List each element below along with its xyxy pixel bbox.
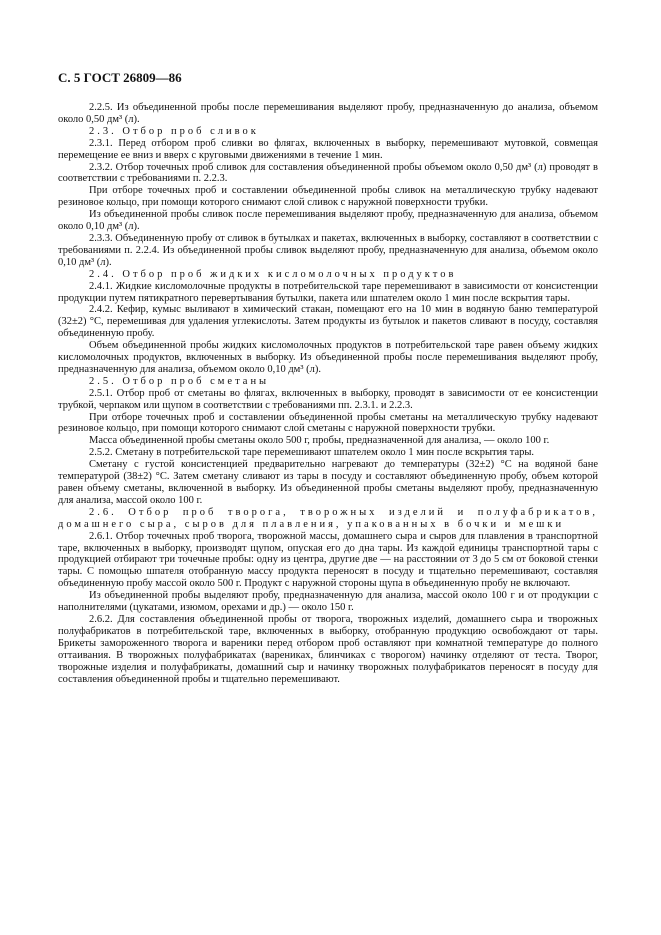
paragraph: 2.4.2. Кефир, кумыс выливают в химический стакан, помещают его на 10 мин в водяную баню температурой (32±2) °С, перемешивая для удаления углекислоты. Затем продукты из бутылок и пакетов сливают в посуду, составляя объединенную пробу. (58, 304, 598, 340)
paragraph: Объем объединенной пробы жидких кисломолочных продуктов в потребительской таре равен объему жидких кисломолочных продуктов, включенных в выборку. Из объединенной пробы после перемешивания выделяют пробу, предназначенную для анализа, объемом около 0,10 дм³ (л). (58, 340, 598, 375)
section-heading: 2.3. Отбор проб сливок (89, 125, 259, 137)
paragraph: 2.5.1. Отбор проб от сметаны во флягах, включенных в выборку, проводят в зависимости от ее консистенции трубкой, черпаком или щупом в соответствии с требованиями пп. 2.3.1. и 2.2.3. (58, 387, 598, 411)
paragraph: 2.3.2. Отбор точечных проб сливок для составления объединенной пробы объемом около 0,50 дм³ (л) проводят в соответствии с требованиями п. 2.2.3. (58, 161, 598, 185)
page-header: С. 5 ГОСТ 26809—86 (58, 70, 182, 85)
paragraph: 2.3.3. Объединенную пробу от сливок в бутылках и пакетах, включенных в выборку, составляют в соответствии с требованиями п. 2.2.4. Из объединенной пробы сливок выделяют пробу, предназначенную для анализа, объемом около 0,10 дм³ (л). (58, 232, 598, 268)
paragraph: При отборе точечных проб и составлении объединенной пробы сливок на металлическую трубку надевают резиновое кольцо, при помощи которого снимают слой сливок с наружной поверхности трубки. (58, 185, 598, 209)
section-heading: 2.6. Отбор проб творога, творожных изделий и полуфабрикатов, домашнего сыра, сыров для плавления, упакованных в бочки и мешки (58, 506, 598, 530)
paragraph: Из объединенной пробы выделяют пробу, предназначенную для анализа, массой около 100 г и от продукции с наполнителями (цукатами, изюмом, орехами и др.) — около 150 г. (58, 590, 598, 614)
paragraph: 2.2.5. Из объединенной пробы после перемешивания выделяют пробу, предназначенную до анализа, объемом около 0,50 дм³ (л). (58, 102, 598, 125)
paragraph: 2.3.1. Перед отбором проб сливки во флягах, включенных в выборку, перемешивают мутовкой, совмещая перемещение ее вниз и вверх с круговыми движениями в течение 1 мин. (58, 137, 598, 161)
paragraph: Сметану с густой консистенцией предварительно нагревают до температуры (32±2) °С на водяной бане температурой (38±2) °С. Затем сметану сливают из тары в посуду и составляют объединенную пробу, объем которой равен объему сметаны, включенной в выборку. Из объединенной пробы сметаны выделяют пробу, предназначенную для анализа, массой около 100 г. (58, 459, 598, 506)
paragraph: При отборе точечных проб и составлении объединенной пробы сметаны на металлическую трубку надевают резиновое кольцо, при помощи которого снимают слой сметаны с наружной поверхности трубки. (58, 411, 598, 435)
paragraph: 2.5.2. Сметану в потребительской таре перемешивают шпателем около 1 мин после вскрытия тары. (89, 447, 535, 459)
paragraph: 2.6.1. Отбор точечных проб творога, творожной массы, домашнего сыра и сыров для плавления в транспортной таре, включенных в выборку, производят щупом, опуская его до дна тары. Из каждой единицы транспортной тары с продукцией отбирают три точечные пробы: одну из центра, другие две — на расстоянии от 3 до 5 см от боковой стенки тары. С помощью шпателя отобранную массу продукта переносят в посуду и тщательно перемешивают, составляя объединенную пробу массой около 500 г. Продукт с наружной стороны щупа в объединенную пробу не включают. (58, 530, 598, 590)
section-heading: 2.5. Отбор проб сметаны (89, 375, 270, 387)
paragraph: 2.4.1. Жидкие кисломолочные продукты в потребительской таре перемешивают в зависимости от консистенции продукции путем пятикратного перевертывания бутылки, пакета или шпателем около 1 мин после вскрытия тары. (58, 280, 598, 304)
section-heading: 2.4. Отбор проб жидких кисломолочных продуктов (89, 268, 457, 280)
paragraph: 2.6.2. Для составления объединенной пробы от творога, творожных изделий, домашнего сыра и творожных полуфабрикатов в потребительской таре, включенных в выборку, отобранную продукцию освобождают от тары. Брикеты замороженного творога и вареники перед отбором проб оставляют при комнатной температуре до полного оттаивания. В творожных полуфабрикатах (варениках, блинчиках с творогом) начинку отделяют от теста. Творог, творожные изделия и полуфабрикаты, домашний сыр и начинку творожных полуфабрикатов переносят в посуду для составления объединенной пробы и тщательно перемешивают. (58, 613, 598, 685)
document-body (58, 102, 598, 685)
paragraph: Из объединенной пробы сливок после перемешивания выделяют пробу, предназначенную для анализа, объемом около 0,10 дм³ (л). (58, 209, 598, 233)
paragraph: Масса объединенной пробы сметаны около 500 г, пробы, предназначенной для анализа, — около 100 г. (89, 435, 550, 447)
